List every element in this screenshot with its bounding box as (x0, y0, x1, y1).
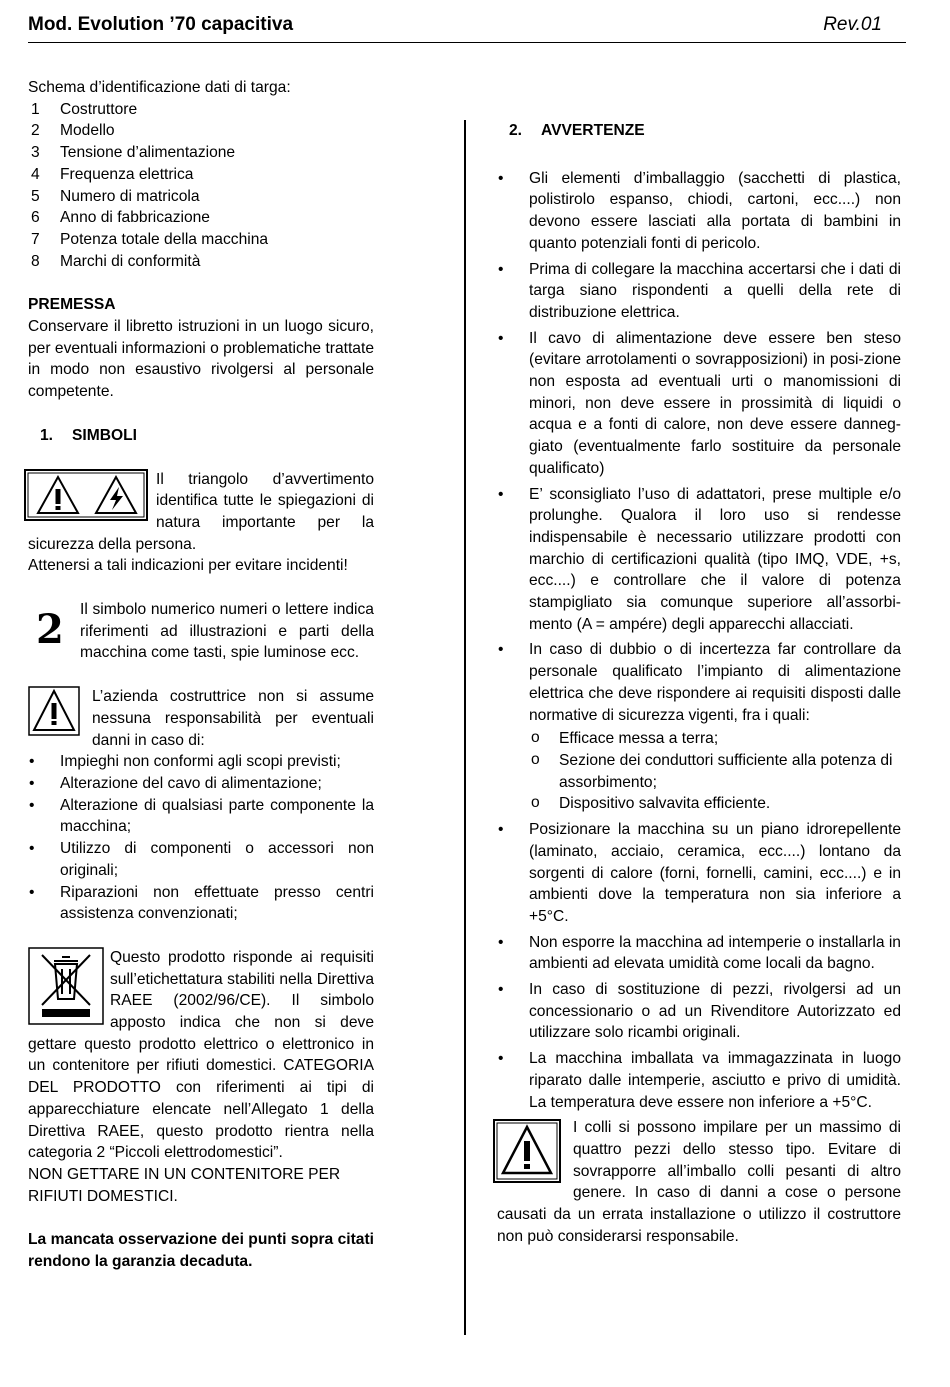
right-column (497, 120, 901, 1247)
list-item: 7 Potenza totale della macchina (31, 230, 269, 248)
raee-symbol-box (28, 947, 106, 1027)
left-column (28, 77, 374, 1273)
numeric-symbol: 2 (36, 606, 64, 654)
triangle-text: Il triangolo d’avvertimento identifica tutte le spiegazioni di natura importante per la sicurezza della persona. (28, 470, 374, 553)
liability-list (28, 751, 374, 925)
warning-triangle-icon (34, 691, 74, 730)
list-item: • Riparazioni non effettuate presso centri assistenza convenzionati; (28, 882, 374, 925)
stacking-text: I colli si possono impilare per un massimo di quattro pezzi dello stesso tipo. Evitare di sovrapporre all’imballo colli pesanti di altro genere. In caso di danni a cose o persone causati da un errata installazione o utilizzo il costruttore non può considerarsi responsabile. (497, 1119, 901, 1245)
list-item: • In caso di sostituzione di pezzi, rivolgersi ad un concessionario o ad un Rivenditore Autorizzato ed utilizzare solo ricambi originali. (497, 979, 901, 1044)
warranty-note: La mancata osservazione dei punti sopra citati rendono la garanzia decaduta. (28, 1231, 374, 1271)
list-item (497, 639, 901, 815)
document-title: Mod. Evolution ’70 capacitiva (28, 14, 294, 35)
list-item: • Utilizzo di componenti o accessori non originali; (28, 838, 374, 881)
warning-triangle-icon (503, 1127, 551, 1173)
list-item: • Impieghi non conformi agli scopi previsti; (28, 751, 374, 773)
sublist-item: o Efficace messa a terra; (529, 728, 901, 750)
requirements-sublist (529, 728, 901, 815)
list-item: 4 Frequenza elettrica (31, 165, 194, 183)
list-item: • E’ sconsigliato l’uso di adattatori, prese multiple e/o prolunghe. Qualora il loro uso si rendesse indispensabile è necessario utilizzare prodotti con marchio di certificazioni qualità (tipo IMQ, VDE, +s, ecc....) e controllare che il valore di potenza stampigliato sia comunque superiore all’assorbi-mento (A = ampére) degli apparecchi allacciati. (497, 484, 901, 636)
list-item: • Gli elementi d’imballaggio (sacchetti di plastica, polistirolo espanso, chiodi, cartoni, ecc....) non devono essere lasciati alla portata di bambini in quanto potenziali fonti di pericolo. (497, 168, 901, 255)
list-item: • Il cavo di alimentazione deve essere ben steso (evitare arrotolamenti o sovrapposizioni) in posi-zione non esposta ad eventuali urti o manomissioni di minori, non deve essere in prossimità di liquidi o acqua e a fonti di calore, non deve essere danneg-giato (eventualmente farlo sostituire da personale qualificato) (497, 328, 901, 480)
section-heading-simboli: 1. SIMBOLI (40, 426, 137, 444)
list-item: 2 Modello (31, 122, 115, 140)
revision-label: Rev.01 (823, 14, 882, 35)
sublist-item: o Dispositivo salvavita efficiente. (529, 793, 901, 815)
numeric-symbol-text: Il simbolo numerico numeri o lettere indica riferimenti ad illustrazioni e parti della macchina come tasti, spie luminose ecc. (80, 601, 374, 662)
list-item: • Prima di collegare la macchina accertarsi che i dati di targa siano rispondenti a quelli della rete di distribuzione elettrica. (497, 259, 901, 324)
nameplate-list (28, 99, 374, 273)
list-item: • Non esporre la macchina ad intemperie o installarla in ambienti ad elevata umidità come locali da bagno. (497, 932, 901, 975)
premessa-heading: PREMESSA (28, 296, 116, 314)
list-item: 8 Marchi di conformità (31, 252, 201, 270)
list-item: • Alterazione di qualsiasi parte componente la macchina; (28, 795, 374, 838)
premessa-text: Conservare il libretto istruzioni in un luogo sicuro, per eventuali informazioni o problematiche trattate in modo non esaustivo rivolgersi al personale competente. (28, 318, 374, 401)
list-item: 3 Tensione d’alimentazione (31, 144, 236, 162)
electric-hazard-icon (96, 477, 136, 513)
list-item: 6 Anno di fabbricazione (31, 209, 210, 227)
sublist-item: o Sezione dei conduttori sufficiente alla potenza di assorbimento; (529, 750, 901, 793)
triangle-note: Attenersi a tali indicazioni per evitare incidenti! (28, 557, 348, 575)
list-item: • Alterazione del cavo di alimentazione; (28, 773, 374, 795)
warning-text: L’azienda costruttrice non si assume nessuna responsabilità per eventuali danni in caso di: (92, 688, 374, 749)
list-item: • La macchina imballata va immagazzinata in luogo riparato dalle intemperie, asciutto e privo di umidità. La temperatura deve essere non inferiore a +5°C. (497, 1048, 901, 1113)
warning-symbol-box (28, 686, 82, 738)
column-divider (464, 120, 466, 1335)
schema-title: Schema d’identificazione dati di targa: (28, 79, 291, 96)
page-header (28, 14, 906, 43)
raee-text: Questo prodotto risponde ai requisiti sull’etichettatura stabiliti nella Direttiva RAEE (2002/96/CE). Il simbolo apposto indica che non si deve gettare questo prodotto elettrico o elettronico in un contenitore per rifiuti domestici. CATEGORIA DEL PRODOTTO con riferimenti ai tipi di apparecchiature elencate nell’Allegato 1 della Direttiva RAEE, questo prodotto rientra nella categoria 2 “Piccoli elettrodomestici”. (28, 948, 374, 1162)
warnings-list (497, 168, 901, 1114)
stacking-warning-box (493, 1119, 563, 1185)
section-heading-avvertenze: 2. AVVERTENZE (509, 122, 645, 139)
warning-triangle-icon (38, 477, 78, 513)
raee-warning: NON GETTARE IN UN CONTENITORE PER RIFIUTI DOMESTICI. (28, 1165, 341, 1205)
list-item: 5 Numero di matricola (31, 187, 200, 205)
crossed-bin-icon (42, 955, 90, 1005)
list-item: • Posizionare la macchina su un piano idrorepellente (laminato, acciaio, ceramica, ecc....) lontano da sorgenti di calore (forni, fornelli, camini, ecc....) e in ambienti dove la temperatura non sia inferiore a +5°C. (497, 819, 901, 928)
list-item: 1 Costruttore (31, 100, 138, 118)
list-item-text: In caso di dubbio o di incertezza far controllare da personale qualificato l’impianto di alimentazione elettrica che deve rispondere ai requisiti disposti dalle normative di sicurezza vigenti, fra i quali: (529, 641, 901, 724)
warning-symbols (24, 469, 150, 523)
